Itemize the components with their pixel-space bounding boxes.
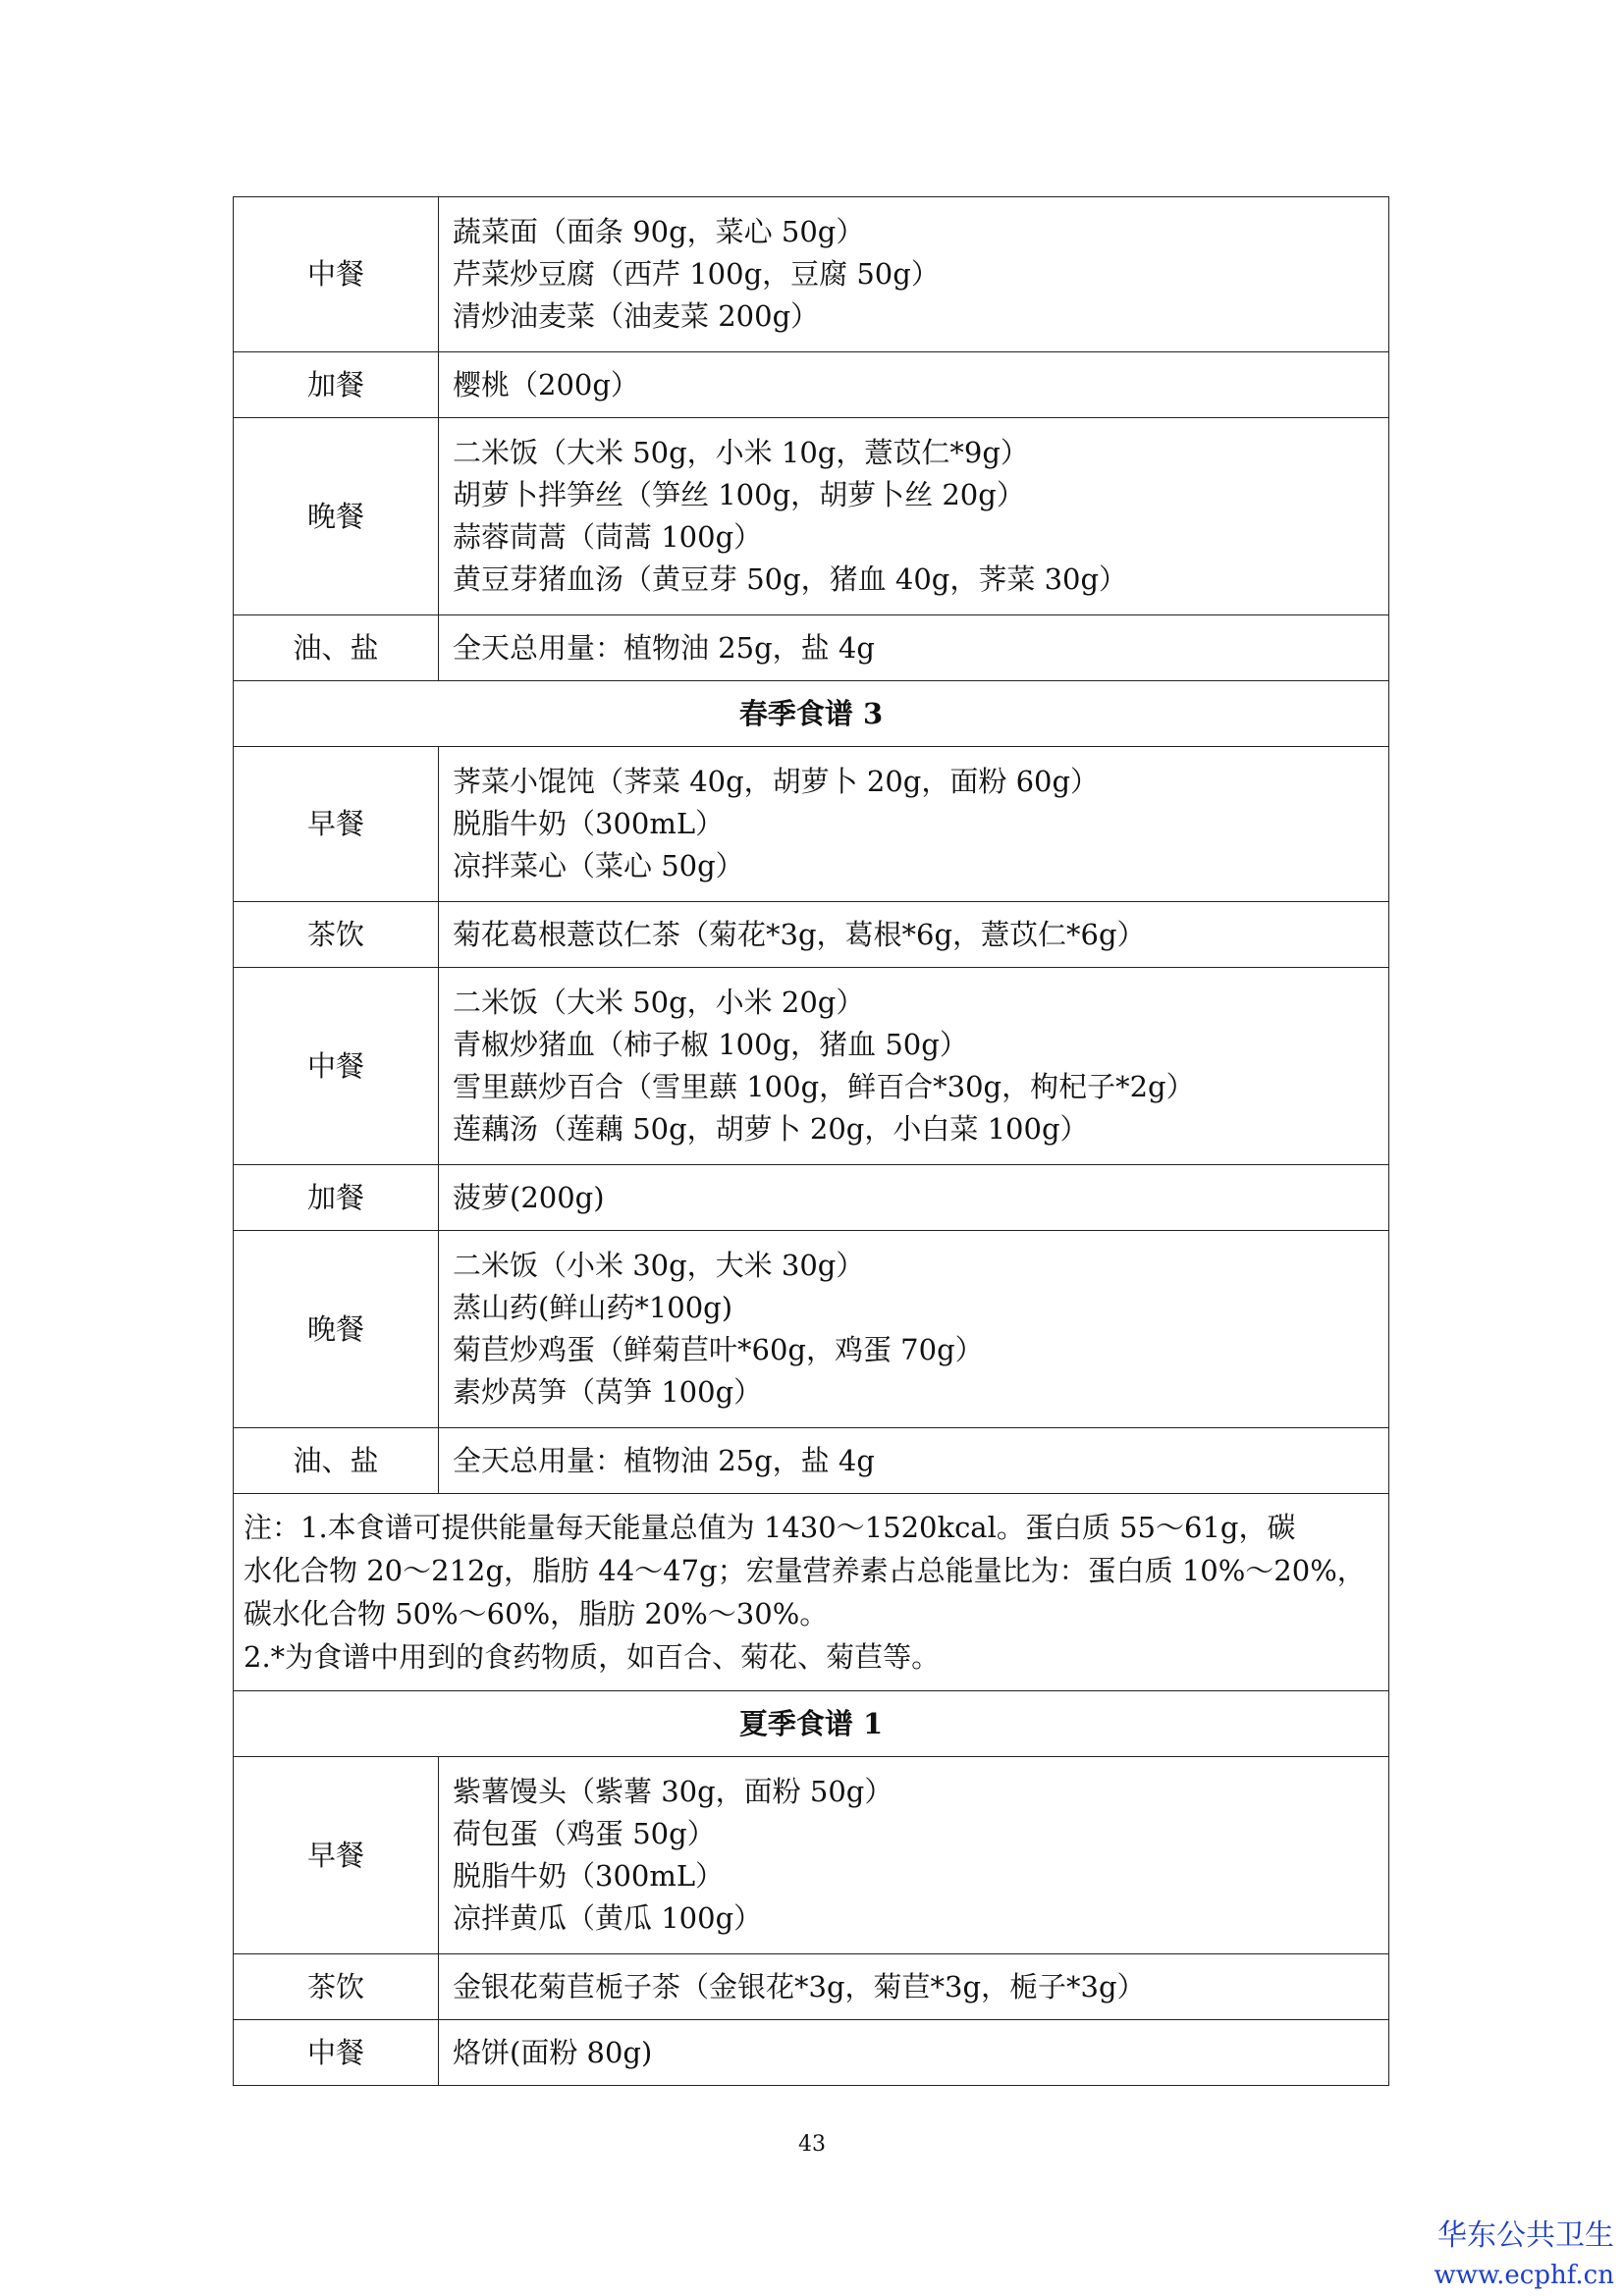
section-heading-row (234, 681, 1389, 747)
section-heading: 夏季食谱 1 (234, 1691, 1389, 1757)
watermark-name: 华东公共卫生 (1437, 2218, 1614, 2253)
dish-item: 青椒炒猪血（柿子椒 100g，猪血 50g） (453, 1028, 968, 1061)
meal-items (439, 1231, 1389, 1428)
meal-row (234, 902, 1389, 968)
meal-row (234, 1165, 1389, 1231)
meal-label: 中餐 (234, 2020, 439, 2086)
meal-items (439, 418, 1389, 615)
note-line: 2.*为食谱中用到的食药物质，如百合、菊花、菊苣等。 (244, 1640, 941, 1674)
meal-items (439, 747, 1389, 902)
meal-row (234, 747, 1389, 902)
meal-label: 油、盐 (234, 615, 439, 681)
meal-items (439, 968, 1389, 1165)
dish-item: 凉拌菜心（菜心 50g） (453, 849, 744, 882)
dish-item: 荠菜小馄饨（荠菜 40g，胡萝卜 20g，面粉 60g） (453, 765, 1100, 798)
meal-row (234, 2020, 1389, 2086)
dish-item: 樱桃（200g） (453, 367, 639, 401)
note-line: 注：1.本食谱可提供能量每天能量总值为 1430～1520kcal。蛋白质 55～61g，碳 (244, 1511, 1296, 1544)
menu-table-body (234, 197, 1389, 2086)
meal-label: 加餐 (234, 1165, 439, 1231)
meal-row (234, 1428, 1389, 1494)
meal-items (439, 1165, 1389, 1231)
dish-item: 黄豆芽猪血汤（黄豆芽 50g，猪血 40g，荠菜 30g） (453, 562, 1128, 596)
dish-item: 金银花菊苣栀子茶（金银花*3g，菊苣*3g，栀子*3g） (453, 1969, 1146, 2003)
meal-items (439, 615, 1389, 681)
meal-items (439, 902, 1389, 968)
dish-item: 芹菜炒豆腐（西芹 100g，豆腐 50g） (453, 257, 940, 291)
dish-item: 脱脂牛奶（300mL） (453, 807, 725, 840)
dish-item: 胡萝卜拌笋丝（笋丝 100g，胡萝卜丝 20g） (453, 478, 1025, 511)
dish-item: 全天总用量：植物油 25g，盐 4g (453, 630, 875, 665)
dish-item: 菠萝(200g) (453, 1180, 605, 1214)
note-line: 碳水化合物 50%～60%，脂肪 20%～30%。 (244, 1597, 829, 1630)
meal-row (234, 968, 1389, 1165)
meal-label: 早餐 (234, 747, 439, 902)
meal-items (439, 1428, 1389, 1494)
meal-label: 晚餐 (234, 1231, 439, 1428)
dish-item: 莲藕汤（莲藕 50g，胡萝卜 20g，小白菜 100g） (453, 1112, 1089, 1146)
meal-row (234, 1954, 1389, 2020)
dish-item: 二米饭（大米 50g，小米 10g，薏苡仁*9g） (453, 436, 1029, 469)
dish-item: 全天总用量：植物油 25g，盐 4g (453, 1443, 875, 1477)
dish-item: 蒜蓉茼蒿（茼蒿 100g） (453, 520, 763, 554)
meal-row (234, 418, 1389, 615)
meal-items (439, 352, 1389, 418)
meal-items (439, 1757, 1389, 1954)
meal-items (439, 2020, 1389, 2086)
dish-item: 菊苣炒鸡蛋（鲜菊苣叶*60g，鸡蛋 70g） (453, 1333, 984, 1366)
meal-row (234, 1757, 1389, 1954)
dish-item: 荷包蛋（鸡蛋 50g） (453, 1817, 716, 1850)
dish-item: 二米饭（小米 30g，大米 30g） (453, 1249, 865, 1282)
dish-item: 蔬菜面（面条 90g，菜心 50g） (453, 215, 865, 248)
meal-label: 油、盐 (234, 1428, 439, 1494)
meal-row (234, 615, 1389, 681)
dish-item: 素炒莴笋（莴笋 100g） (453, 1375, 763, 1409)
notes-cell (234, 1494, 1389, 1691)
dish-item: 蒸山药(鲜山药*100g) (453, 1291, 733, 1324)
dish-item: 清炒油麦菜（油麦菜 200g） (453, 299, 820, 333)
section-heading-row (234, 1691, 1389, 1757)
meal-label: 加餐 (234, 352, 439, 418)
meal-items (439, 1954, 1389, 2020)
dish-item: 二米饭（大米 50g，小米 20g） (453, 986, 865, 1019)
meal-label: 晚餐 (234, 418, 439, 615)
dish-item: 紫薯馒头（紫薯 30g，面粉 50g） (453, 1775, 893, 1808)
meal-items (439, 197, 1389, 352)
dish-item: 脱脂牛奶（300mL） (453, 1859, 725, 1893)
meal-row (234, 1231, 1389, 1428)
meal-label: 中餐 (234, 968, 439, 1165)
note-line: 水化合物 20～212g，脂肪 44～47g；宏量营养素占总能量比为：蛋白质 10%～20%， (244, 1554, 1366, 1587)
watermark (1434, 2216, 1614, 2295)
meal-row (234, 352, 1389, 418)
meal-label: 中餐 (234, 197, 439, 352)
dish-item: 菊花葛根薏苡仁茶（菊花*3g，葛根*6g，薏苡仁*6g） (453, 917, 1146, 951)
section-heading: 春季食谱 3 (234, 681, 1389, 747)
notes-row (234, 1494, 1389, 1691)
meal-row (234, 197, 1389, 352)
menu-table (233, 196, 1389, 2086)
meal-label: 早餐 (234, 1757, 439, 1954)
dish-item: 凉拌黄瓜（黄瓜 100g） (453, 1901, 763, 1935)
meal-label: 茶饮 (234, 1954, 439, 2020)
meal-label: 茶饮 (234, 902, 439, 968)
page-number: 43 (798, 2132, 826, 2157)
dish-item: 烙饼(面粉 80g) (453, 2035, 653, 2069)
watermark-url: www.ecphf.cn (1434, 2261, 1614, 2290)
dish-item: 雪里蕻炒百合（雪里蕻 100g，鲜百合*30g，枸杞子*2g） (453, 1070, 1195, 1103)
